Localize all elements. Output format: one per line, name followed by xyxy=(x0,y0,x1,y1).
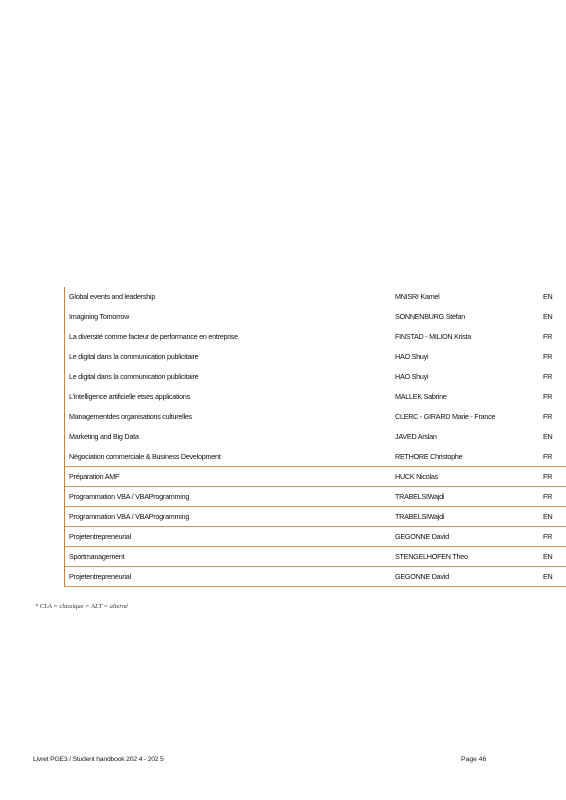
language-cell: EN xyxy=(543,512,553,521)
language-cell: FR xyxy=(543,392,553,401)
table-row xyxy=(65,447,566,467)
teacher-cell: JAVED Arslan xyxy=(395,432,437,441)
language-cell: FR xyxy=(543,412,553,421)
table-row xyxy=(65,527,566,547)
table-row xyxy=(65,507,566,527)
table-row xyxy=(65,327,566,347)
table-row xyxy=(65,387,566,407)
table-row xyxy=(65,427,566,447)
teacher-cell: RETHORE Christophe xyxy=(395,452,463,461)
table-row xyxy=(65,307,566,327)
language-cell: FR xyxy=(543,452,553,461)
language-cell: EN xyxy=(543,572,553,581)
table-row xyxy=(65,287,566,307)
course-title-cell: Programmation VBA / VBAProgramming xyxy=(69,512,190,521)
teacher-cell: CLERC - GIRARD Marie - France xyxy=(395,412,496,421)
course-title-cell: Managementdes organisations culturelles xyxy=(69,412,192,421)
teacher-cell: MALLEK Sabrine xyxy=(395,392,447,401)
teacher-cell: TRABELSIWajdi xyxy=(395,492,445,501)
language-cell: EN xyxy=(543,432,553,441)
teacher-cell: GEGONNE David xyxy=(395,532,449,541)
language-cell: FR xyxy=(543,532,553,541)
language-cell: FR xyxy=(543,352,553,361)
legend-note: * CLA = classique = ALT = alterné xyxy=(35,603,129,610)
language-cell: FR xyxy=(543,372,553,381)
table-row xyxy=(65,567,566,587)
teacher-cell: HUCK Nicolas xyxy=(395,472,438,481)
language-cell: EN xyxy=(543,552,553,561)
teacher-cell: FINSTAD - MILION Krista xyxy=(395,332,471,341)
course-title-cell: Projetentrepreneurial xyxy=(69,532,131,541)
language-cell: FR xyxy=(543,492,553,501)
course-title-cell: Imagining Tomorrow xyxy=(69,312,130,321)
course-title-cell: La diversité comme facteur de performance en entreprise xyxy=(69,332,238,341)
table-row xyxy=(65,467,566,487)
language-cell: FR xyxy=(543,332,553,341)
table-row xyxy=(65,367,566,387)
teacher-cell: STENGELHOFEN Theo xyxy=(395,552,468,561)
course-title-cell: Programmation VBA / VBAProgramming xyxy=(69,492,190,501)
teacher-cell: HAO Shuyi xyxy=(395,352,429,361)
course-table xyxy=(64,287,566,587)
course-title-cell: L'intelligence artificielle etses applications xyxy=(69,392,190,401)
footer-title: Livret PGE3 / Student handbook 202 4 - 202 5 xyxy=(33,756,164,763)
teacher-cell: GEGONNE David xyxy=(395,572,449,581)
language-cell: EN xyxy=(543,312,553,321)
teacher-cell: TRABELSIWajdi xyxy=(395,512,445,521)
teacher-cell: SONNENBURG Stefan xyxy=(395,312,466,321)
course-title-cell: Global events and leadership xyxy=(69,292,156,301)
language-cell: EN xyxy=(543,292,553,301)
course-title-cell: Le digital dans la communication publicitaire xyxy=(69,372,199,381)
page-number: Page 46 xyxy=(461,756,487,763)
table-row xyxy=(65,347,566,367)
teacher-cell: HAO Shuyi xyxy=(395,372,429,381)
table-row xyxy=(65,487,566,507)
course-title-cell: Sportmanagement xyxy=(69,552,125,561)
course-title-cell: Négociation commerciale & Business Development xyxy=(69,452,221,461)
table-row xyxy=(65,407,566,427)
teacher-cell: MNISRI Kamel xyxy=(395,292,440,301)
course-title-cell: Le digital dans la communication publicitaire xyxy=(69,352,199,361)
table-row xyxy=(65,547,566,567)
course-title-cell: Projetentrepreneurial xyxy=(69,572,131,581)
course-title-cell: Marketing and Big Data xyxy=(69,432,139,441)
language-cell: FR xyxy=(543,472,553,481)
course-title-cell: Préparation AMF xyxy=(69,472,120,481)
